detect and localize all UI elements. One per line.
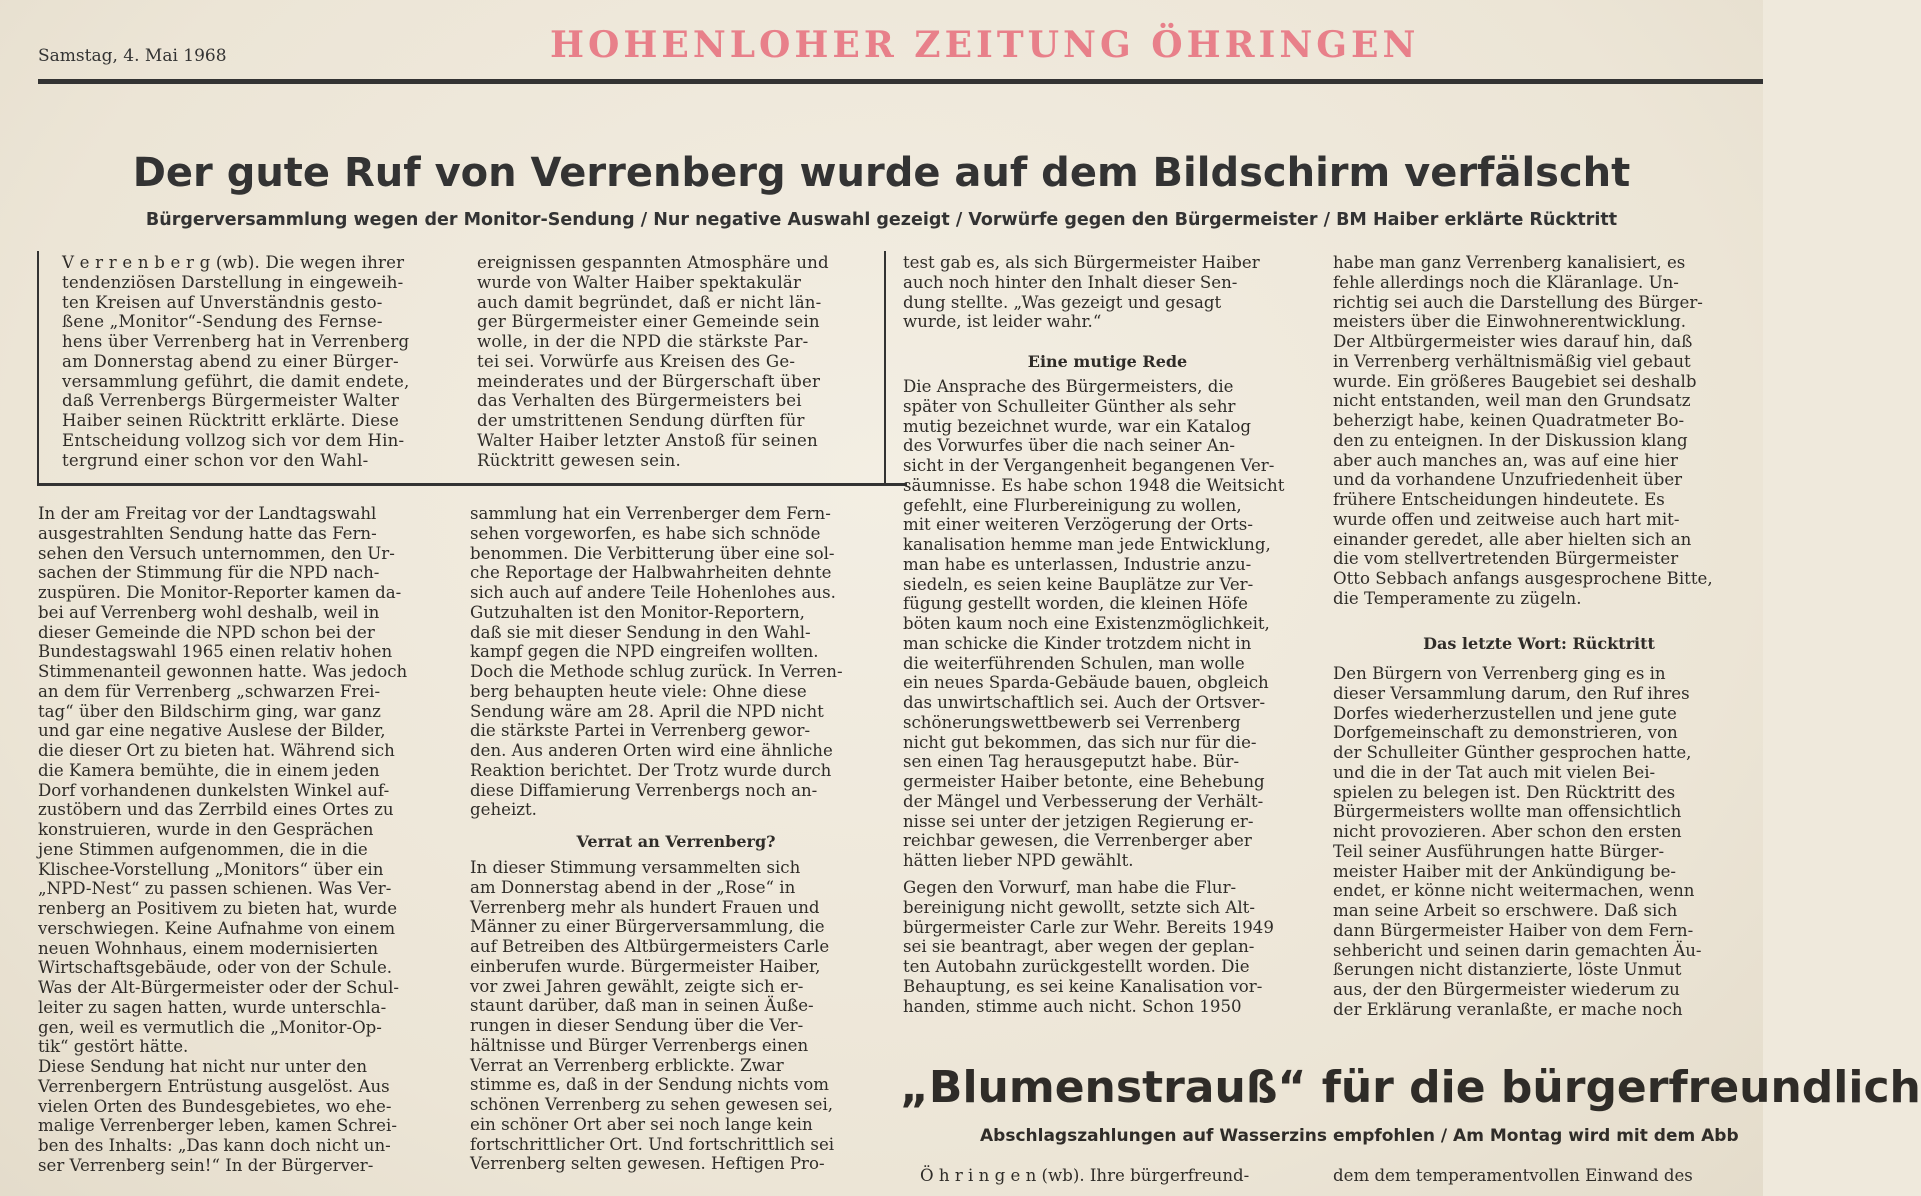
- newspaper-masthead: HOHENLOHER ZEITUNG ÖHRINGEN: [550, 24, 1420, 66]
- second-article-headline: „Blumenstrauß“ für die bürgerfreundlich: [900, 1062, 1921, 1113]
- article-headline: Der gute Ruf von Verrenberg wurde auf dem Bildschirm verfälscht: [132, 150, 1631, 196]
- body-column-4b: Den Bürgern von Verrenberg ging es in dieser Versammlung darum, den Ruf ihres Dorfes wiederherzustellen und jene gute Dorfgemeinschaft zu demonstrieren, von der Schulleiter Günther gesprochen hatte, und die in der Tat auch mit vielen Bei- spielen zu belegen ist. Den Rücktritt des Bürgermeisters wollte man offensichtlich nicht provozieren. Aber schon den ersten Teil seiner Ausführungen hatte Bürger- meister Haiber mit der Ankündigung be- endet, er könne nicht weitermachen, wenn man seine Arbeit so erschwere. Daß sich dann Bürgermeister Haiber von dem Fern- sehbericht und seinen darin gemachten Äu- ßerungen nicht distanzierte, löste Unmut aus, der den Bürgermeister wiederum zu der Erklärung veranlaßte, er mache noch: [1333, 664, 1702, 1019]
- body-column-3c: Gegen den Vorwurf, man habe die Flur- bereinigung nicht gewollt, setzte sich Alt- bürgermeister Carle zur Wehr. Bereits 1949 sei sie beantragt, aber wegen der geplan- ten Autobahn zurückgestellt worden. Die Behauptung, es sei keine Kanalisation vor- handen, stimme auch nicht. Schon 1950: [903, 878, 1274, 1016]
- body-column-1: In der am Freitag vor der Landtagswahl ausgestrahlten Sendung hatte das Fern- sehen den Versuch unternommen, den Ur- sachen der Stimmung für die NPD nach- zuspüren. Die Monitor-Reporter kamen da- bei auf Verrenberg wohl deshalb, weil in dieser Gemeinde die NPD schon bei der Bundestagswahl 1965 einen relativ hohen Stimmenanteil gewonnen hatte. Was jedoch an dem für Verrenberg „schwarzen Frei- tag“ über den Bildschirm ging, war ganz und gar eine negative Auslese der Bilder, die dieser Ort zu bieten hat. Während sich die Kamera bemühte, die in einem jeden Dorf vorhandenen dunkelsten Winkel auf- zustöbern und das Zerrbild eines Ortes zu konstruieren, wurde in den Gesprächen jene Stimmen aufgenommen, die in die Klischee-Vorstellung „Monitors“ über ein „NPD-Nest“ zu passen schienen. Was Ver- renberg an Positivem zu bieten hat, wurde verschwiegen. Keine Aufnahme von einem neuen Wohnhaus, einem modernisierten Wirtschaftsgebäude, oder von der Schule. Was der Alt-Bürgermeister oder der Schul- leiter zu sagen hatten, wurde unterschla- gen, weil es vermutlich die „Monitor-Op- tik“ gestört hätte. Diese Sendung hat nicht nur unter den Verrenbergern Entrüstung ausgelöst. Aus vielen Orten des Bundesgebietes, wo ehe- malige Verrenberger leben, kamen Schrei- ben des Inhalts: „Das kann doch nicht un- ser Verrenberg sein!“ In der Bürgerver-: [38, 504, 408, 1175]
- lead-column-2: ereignissen gespannten Atmosphäre und wurde von Walter Haiber spektakulär auch damit begründet, daß er nicht län- ger Bürgermeister einer Gemeinde sein wolle, in der die NPD die stärkste Par- tei sei. Vorwürfe aus Kreisen des Ge- meinderates und der Bürgerschaft über das Verhalten des Bürgermeisters bei der umstrittenen Sendung dürften für Walter Haiber letzter Anstoß für seinen Rücktritt gewesen sein.: [477, 253, 829, 470]
- second-article-subheadline: Abschlagszahlungen auf Wasserzins empfohlen / Am Montag wird mit dem Abb: [980, 1126, 1739, 1146]
- second-article-column-1: Ö h r i n g e n (wb). Ihre bürgerfreund-: [920, 1166, 1250, 1185]
- section-heading-verrat: Verrat an Verrenberg?: [576, 832, 776, 851]
- body-column-3b: Die Ansprache des Bürgermeisters, die später von Schulleiter Günther als sehr mutig bezeichnet wurde, war ein Katalog des Vorwurfes über die nach seiner An- sicht in der Vergangenheit begangenen Ver- säumnisse. Es habe schon 1948 die Weitsicht gefehlt, eine Flurbereinigung zu wollen, mit einer weiteren Verzögerung der Orts- kanalisation hemme man jede Entwicklung, man habe es unterlassen, Industrie anzu- siedeln, es seien keine Bauplätze zur Ver- fügung gestellt worden, die kleinen Höfe böten kaum noch eine Existenzmöglichkeit, man schicke die Kinder trotzdem nicht in die weiterführenden Schulen, man wolle ein neues Sparda-Gebäude bauen, obgleich das unwirtschaftlich sei. Auch der Ortsver- schönerungswettbewerb sei Verrenberg nicht gut bekommen, das sich nur für die- sen einen Tag herausgeputzt habe. Bür- germeister Haiber betonte, eine Behebung der Mängel und Verbesserung der Verhält- nisse sei unter der jetzigen Regierung er- reichbar gewesen, die Verrenberger aber hätten lieber NPD gewählt.: [903, 377, 1285, 870]
- article-subheadline: Bürgerversammlung wegen der Monitor-Sendung / Nur negative Auswahl gezeigt / Vorwürfe gegen den Bürgermeister / BM Haiber erklärte Rücktritt: [145, 210, 1618, 230]
- body-column-3a: test gab es, als sich Bürgermeister Haiber auch noch hinter den Inhalt dieser Sen- dung stellte. „Was gezeigt und gesagt wurde, ist leider wahr.“: [903, 253, 1260, 332]
- lead-column-1: V e r r e n b e r g (wb). Die wegen ihrer tendenziösen Darstellung in eingeweih- ten Kreisen auf Unverständnis gesto- ßene „Monitor“-Sendung des Fernse- hens über Verrenberg hat in Verrenberg am Donnerstag abend zu einer Bürger- versammlung geführt, die damit endete, daß Verrenbergs Bürgermeister Walter Haiber seinen Rücktritt erklärte. Diese Entscheidung vollzog sich vor dem Hin- tergrund einer schon vor den Wahl-: [62, 253, 410, 470]
- body-column-4a: habe man ganz Verrenberg kanalisiert, es fehle allerdings noch die Kläranlage. Un- richtig sei auch die Darstellung des Bürger- meisters über die Einwohnerentwicklung. Der Altbürgermeister wies darauf hin, daß in Verrenberg verhältnismäßig viel gebaut wurde. Ein größeres Baugebiet sei deshalb nicht entstanden, weil man den Grundsatz beherzigt habe, keinen Quadratmeter Bo- den zu enteignen. In der Diskussion klang aber auch manches an, was auf eine hier und da vorhandene Unzufriedenheit über frühere Entscheidungen hindeutete. Es wurde offen und zeitweise auch hart mit- einander geredet, alle aber hielten sich an die vom stellvertretenden Bürgermeister Otto Sebbach anfangs ausgesprochene Bitte, die Temperamente zu zügeln.: [1333, 253, 1713, 608]
- section-heading-ruecktritt: Das letzte Wort: Rücktritt: [1423, 634, 1655, 653]
- masthead-rule: [38, 79, 1763, 84]
- second-article-column-2: dem dem temperamentvollen Einwand des: [1333, 1166, 1693, 1185]
- issue-date: Samstag, 4. Mai 1968: [38, 46, 227, 66]
- lead-box-rule: [37, 483, 907, 486]
- body-column-2b: In dieser Stimmung versammelten sich am Donnerstag abend in der „Rose“ in Verrenberg mehr als hundert Frauen und Männer zu einer Bürgerversammlung, die auf Betreiben des Altbürgermeisters Carle einberufen wurde. Bürgermeister Haiber, vor zwei Jahren gewählt, zeigte sich er- staunt darüber, daß man in seinen Äuße- rungen in dieser Sendung über die Ver- hältnisse und Bürger Verrenbergs einen Verrat an Verrenberg erblickte. Zwar stimme es, daß in der Sendung nichts vom schönen Verrenberg zu sehen gewesen sei, ein schöner Ort aber sei noch lange kein fortschrittlicher Ort. Und fortschrittlich sei Verrenberg selten gewesen. Heftigen Pro-: [470, 858, 835, 1174]
- body-column-2a: sammlung hat ein Verrenberger dem Fern- sehen vorgeworfen, es habe sich schnöde benommen. Die Verbitterung über eine sol- che Reportage der Halbwahrheiten dehnte sich auch auf andere Teile Hohenlohes aus. Gutzuhalten ist den Monitor-Reportern, daß sie mit dieser Sendung in den Wahl- kampf gegen die NPD eingreifen wollten. Doch die Methode schlug zurück. In Verren- berg behaupten heute viele: Ohne diese Sendung wäre am 28. April die NPD nicht die stärkste Partei in Verrenberg gewor- den. Aus anderen Orten wird eine ähnliche Reaktion berichtet. Der Trotz wurde durch diese Diffamierung Verrenbergs noch an- geheizt.: [470, 504, 843, 820]
- section-heading-rede: Eine mutige Rede: [1027, 352, 1188, 371]
